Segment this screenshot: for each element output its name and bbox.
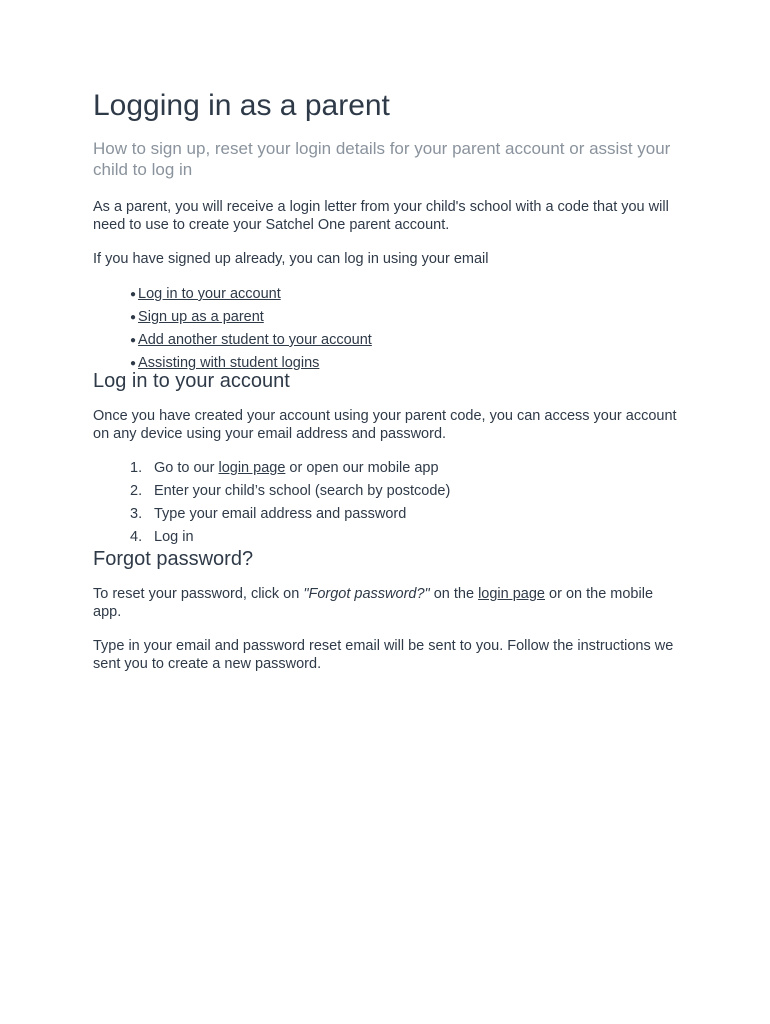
login-section-heading: Log in to your account — [93, 370, 290, 392]
bullet-icon: ● — [130, 335, 137, 346]
article — [93, 88, 683, 673]
login-section-body: Once you have created your account using your parent code, you can access your account on any device using your email address and password. — [93, 408, 677, 442]
link-add-another-student[interactable]: Add another student to your account — [138, 332, 372, 348]
page-title: Logging in as a parent — [93, 89, 390, 122]
bullet-icon: ● — [130, 358, 137, 369]
login-page-link[interactable]: login page — [218, 460, 286, 476]
step-text: Type your email address and password — [154, 506, 407, 522]
section-links-list — [93, 283, 683, 375]
step-text: Enter your child’s school (search by postcode) — [154, 483, 451, 499]
list-item — [130, 457, 683, 480]
list-item — [130, 306, 683, 329]
paragraph-text: on the — [429, 586, 479, 602]
bullet-icon: ● — [130, 289, 137, 300]
intro-paragraph: As a parent, you will receive a login letter from your child's school with a code that you will need to use to create your Satchel One parent account. — [93, 199, 669, 233]
link-assisting-with-student-logins[interactable]: Assisting with student logins — [138, 355, 320, 371]
paragraph-text: or on the mobile app. — [93, 586, 654, 620]
list-item — [130, 503, 683, 526]
step-number: 4. — [130, 529, 143, 545]
list-item — [130, 283, 683, 306]
signed-up-paragraph: If you have signed up already, you can log in using your email — [93, 251, 489, 267]
list-item — [130, 480, 683, 503]
forgot-password-paragraph — [93, 585, 683, 621]
link-sign-up-as-a-parent[interactable]: Sign up as a parent — [138, 309, 264, 325]
forgot-password-heading: Forgot password? — [93, 548, 254, 570]
forgot-password-quote: "Forgot password?" — [303, 586, 430, 602]
list-item — [130, 329, 683, 352]
paragraph-text: To reset your password, click on — [93, 586, 304, 602]
step-number: 1. — [130, 460, 143, 476]
step-text: Go to our — [154, 460, 219, 476]
login-page-link[interactable]: login page — [478, 586, 545, 602]
page-subtitle: How to sign up, reset your login details for your parent account or assist your child to log in — [93, 139, 671, 179]
list-item — [130, 526, 683, 549]
step-text: or open our mobile app — [285, 460, 439, 476]
step-number: 2. — [130, 483, 143, 499]
step-text: Log in — [154, 529, 194, 545]
step-number: 3. — [130, 506, 143, 522]
bullet-icon: ● — [130, 312, 137, 323]
link-log-in-to-your-account[interactable]: Log in to your account — [138, 286, 281, 302]
reset-instructions-paragraph: Type in your email and password reset email will be sent to you. Follow the instructions we sent you to create a new password. — [93, 638, 674, 672]
login-steps-list — [93, 457, 683, 549]
